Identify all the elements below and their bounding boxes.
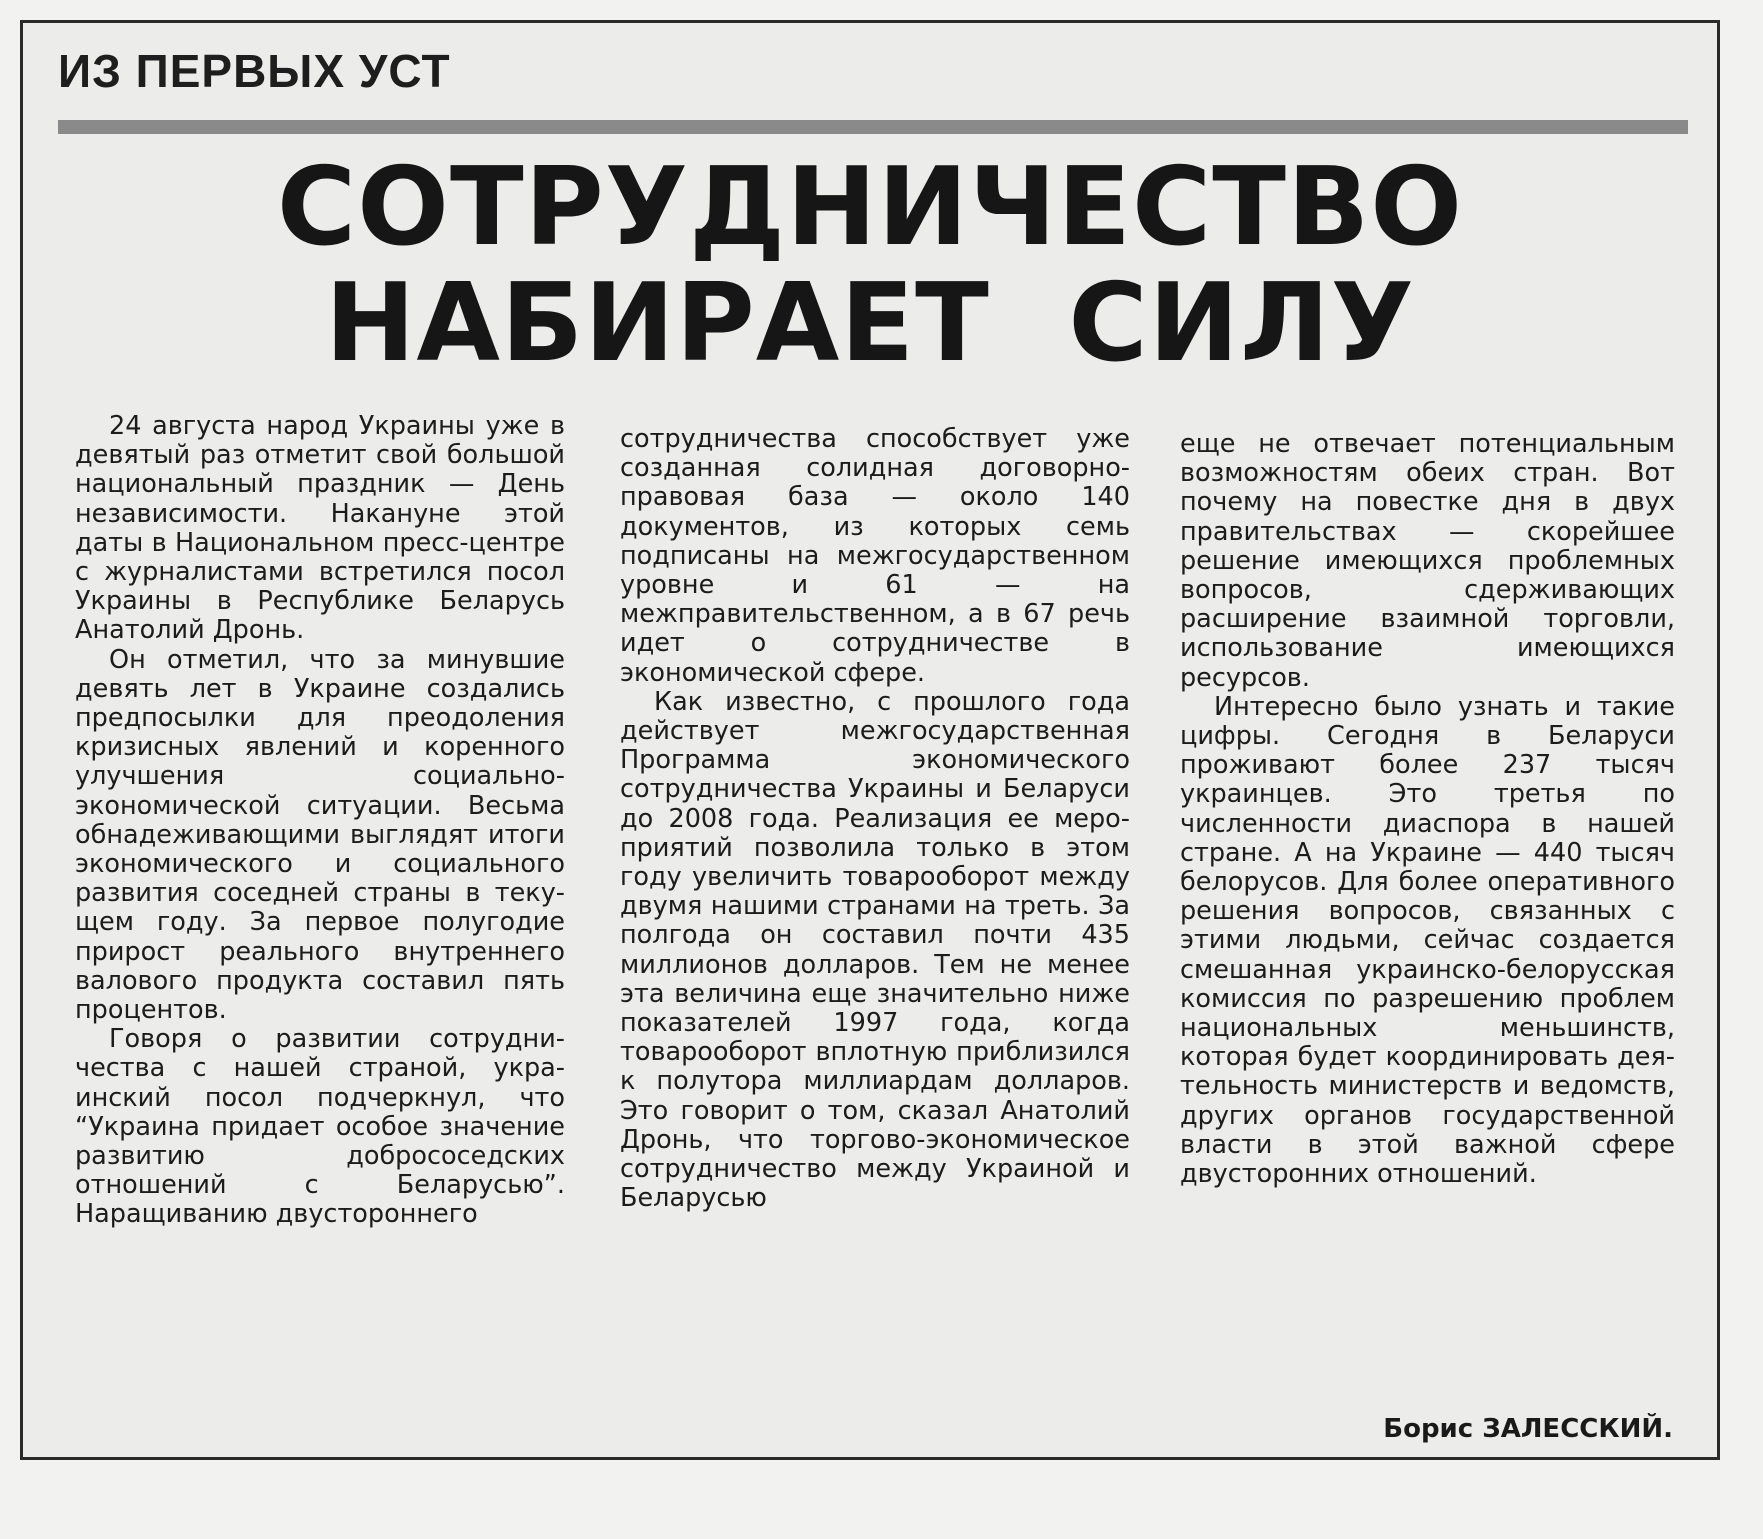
paragraph: Как известно, с прошлого года действует межгосударственная Программа экономического сотрудничества Украины и Беларуси до 2008 года. Реализация ее мероприятий позволила только в этом году увеличить товарооборот между двумя нашими странами на треть. За полгода он составил почти 435 миллионов долларов. Тем не менее эта величина еще значительно ниже показателей 1997 года, когда товарооборот вплотную приблизился к полутора миллиардам долларов. Это говорит о том, сказал Анатолий Дронь, что торгово-экономическое сотрудничество между Украиной и Беларусью xyxy=(620,686,1130,1214)
headline-line-1: СОТРУДНИЧЕСТВО xyxy=(276,145,1464,270)
paragraph: 24 августа народ Украины уже в девятый раз отметит свой большой национальный праздник — День независимости. Накануне этой даты в Национальном пресс-центре с журналистами встретился посол Украины в Республике Беларусь Анатолий Дронь. xyxy=(75,411,565,646)
article-column-2 xyxy=(620,425,1130,1213)
paragraph: сотрудничества способствует уже созданная солидная договорно-правовая база — около 140 документов, из которых семь подписаны на межгосударственном уровне и 61 — на межправительственном, а в 67 речь идет о сотрудничестве в экономической сфере. xyxy=(620,424,1130,688)
paragraph: Он отметил, что за минувшие девять лет в Украине создались предпосылки для преодоления кризисных явлений и коренного улучшения социально-экономической ситуации. Весьма обнадеживающими выглядят итоги экономического и социального развития соседней страны в текущем году. За первое полугодие прирост реального внутреннего валового продукта составил пять процентов. xyxy=(75,644,565,1026)
author-byline: Борис ЗАЛЕССКИЙ. xyxy=(1383,1414,1673,1444)
paragraph: Интересно было узнать и такие цифры. Сегодня в Беларуси проживают более 237 тысяч украинцев. Это третья по численности диаспора в нашей стране. А на Украине — 440 тысяч белорусов. Для более оперативного решения вопросов, связанных с этими людьми, сейчас создается смешанная украинско-белорусская комиссия по разрешению проблем национальных меньшинств, которая будет координировать деятельность министерств и ведомств, других органов государственной власти в этой важной сфере двусторонних отношений. xyxy=(1180,691,1675,1190)
paragraph: еще не отвечает потенциальным возможностям обеих стран. Вот почему на повестке дня в двух правительствах — скорейшее решение имеющихся проблемных вопросов, сдерживающих расширение взаимной торговли, использование имеющихся ресурсов. xyxy=(1180,429,1675,693)
rubric-divider xyxy=(58,120,1688,134)
article-column-1 xyxy=(75,412,565,1230)
headline-line-2: НАБИРАЕТ СИЛУ xyxy=(324,261,1416,386)
article-column-3 xyxy=(1180,430,1675,1189)
article-headline xyxy=(40,145,1700,386)
paragraph: Говоря о развитии сотрудничества с нашей страной, украинский посол подчеркнул, что “Украина придает особое значение развитию добрососедских отношений с Беларусью”. Наращиванию двустороннего xyxy=(75,1024,565,1230)
rubric-label: ИЗ ПЕРВЫХ УСТ xyxy=(58,45,451,97)
